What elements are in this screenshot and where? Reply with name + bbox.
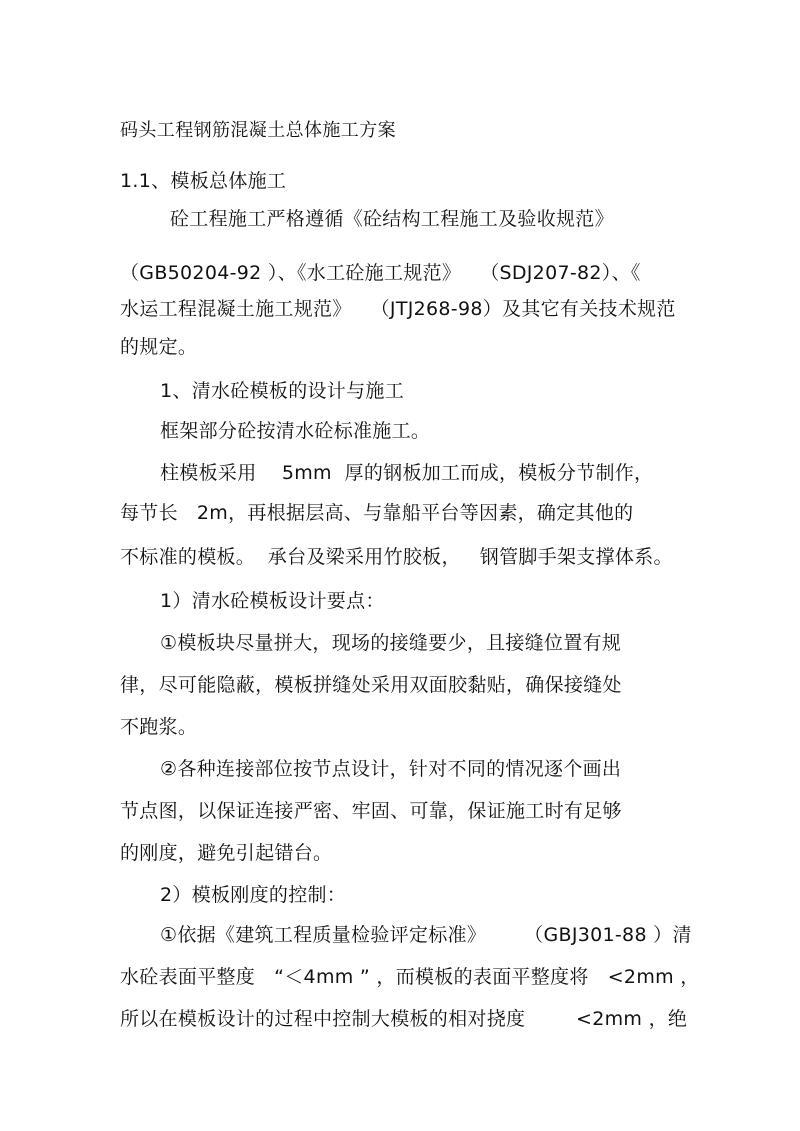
- body-line: ②各种连接部位按节点设计，针对不同的情况逐个画出: [160, 758, 622, 780]
- body-line: 砼工程施工严格遵循《砼结构工程施工及验收规范》: [170, 208, 614, 230]
- body-line: 律，尽可能隐蔽，模板拼缝处采用双面胶黏贴，确保接缝处: [120, 674, 622, 696]
- document-title: 码头工程钢筋混凝土总体施工方案: [120, 120, 396, 141]
- body-line: ①模板块尽量拼大，现场的接缝要少，且接缝位置有规: [160, 632, 622, 654]
- body-line: 水砼表面平整度 “＜4mm ” ，而模板的表面平整度将 <2mm ，: [120, 966, 700, 988]
- body-line: 节点图，以保证连接严密、牢固、可靠，保证施工时有足够: [120, 800, 622, 822]
- body-line: 的刚度，避免引起错台。: [120, 842, 333, 864]
- subsection-heading: 1、清水砼模板的设计与施工: [160, 380, 404, 402]
- section-heading: 1.1、模板总体施工: [120, 170, 287, 192]
- body-line: 每节长 2m，再根据层高、与靠船平台等因素，确定其他的: [120, 502, 634, 524]
- body-line: 的规定。: [120, 336, 198, 358]
- body-line: 所以在模板设计的过程中控制大模板的相对挠度 <2mm ，绝: [120, 1008, 688, 1030]
- body-line: 水运工程混凝土施工规范》 （JTJ268-98）及其它有关技术规范: [120, 298, 676, 320]
- body-line: 框架部分砼按清水砼标准施工。: [160, 420, 431, 442]
- body-line: 不跑浆。: [120, 716, 198, 738]
- subsection-heading: 2）模板刚度的控制：: [160, 884, 347, 906]
- body-line: 柱模板采用 5mm 厚的钢板加工而成，模板分节制作，: [160, 462, 654, 484]
- body-line: （GB50204-92 ）、《水工砼施工规范》 （SDJ207-82）、《: [120, 262, 641, 284]
- subsection-heading: 1）清水砼模板设计要点：: [160, 590, 385, 612]
- body-line: 不标准的模板。 承台及梁采用竹胶板， 钢管脚手架支撑体系。: [120, 546, 673, 568]
- body-line: ①依据《建筑工程质量检验评定标准》 （GBJ301-88 ）清: [160, 924, 692, 946]
